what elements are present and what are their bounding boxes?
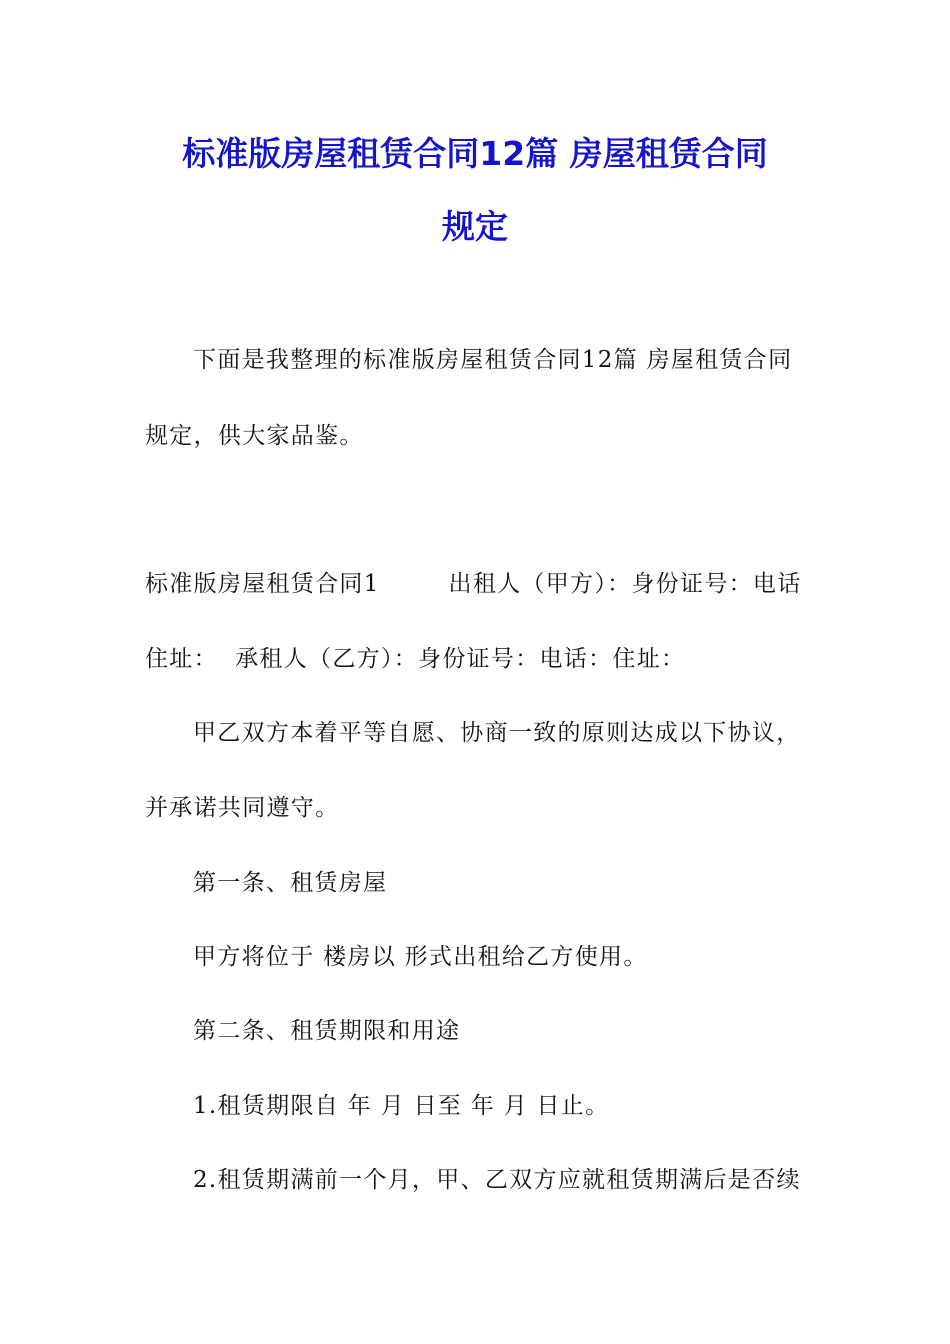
document-title-line-2: 规定	[442, 207, 508, 246]
document-title-line-1: 标准版房屋租赁合同12篇 房屋租赁合同	[182, 134, 768, 173]
article-1-heading: 第一条、租赁房屋	[193, 870, 388, 896]
contract-heading-line: 标准版房屋租赁合同1 出租人（甲方）：身份证号：电话	[145, 571, 802, 597]
agreement-paragraph-line-1: 甲乙双方本着平等自愿、协商一致的原则达成以下协议，	[193, 720, 801, 746]
parties-line: 住址： 承租人（乙方）：身份证号：电话：住址：	[145, 646, 686, 672]
article-2-heading: 第二条、租赁期限和用途	[193, 1018, 461, 1044]
intro-paragraph-line-1: 下面是我整理的标准版房屋租赁合同12篇 房屋租赁合同	[193, 347, 793, 373]
article-2-item-1: 1.租赁期限自 年 月 日至 年 月 日止。	[193, 1093, 610, 1119]
article-1-text: 甲方将位于 楼房以 形式出租给乙方使用。	[193, 944, 648, 970]
article-2-item-2: 2.租赁期满前一个月，甲、乙双方应就租赁期满后是否续	[193, 1167, 801, 1193]
intro-paragraph-line-2: 规定，供大家品鉴。	[145, 423, 364, 449]
agreement-paragraph-line-2: 并承诺共同遵守。	[145, 795, 340, 821]
